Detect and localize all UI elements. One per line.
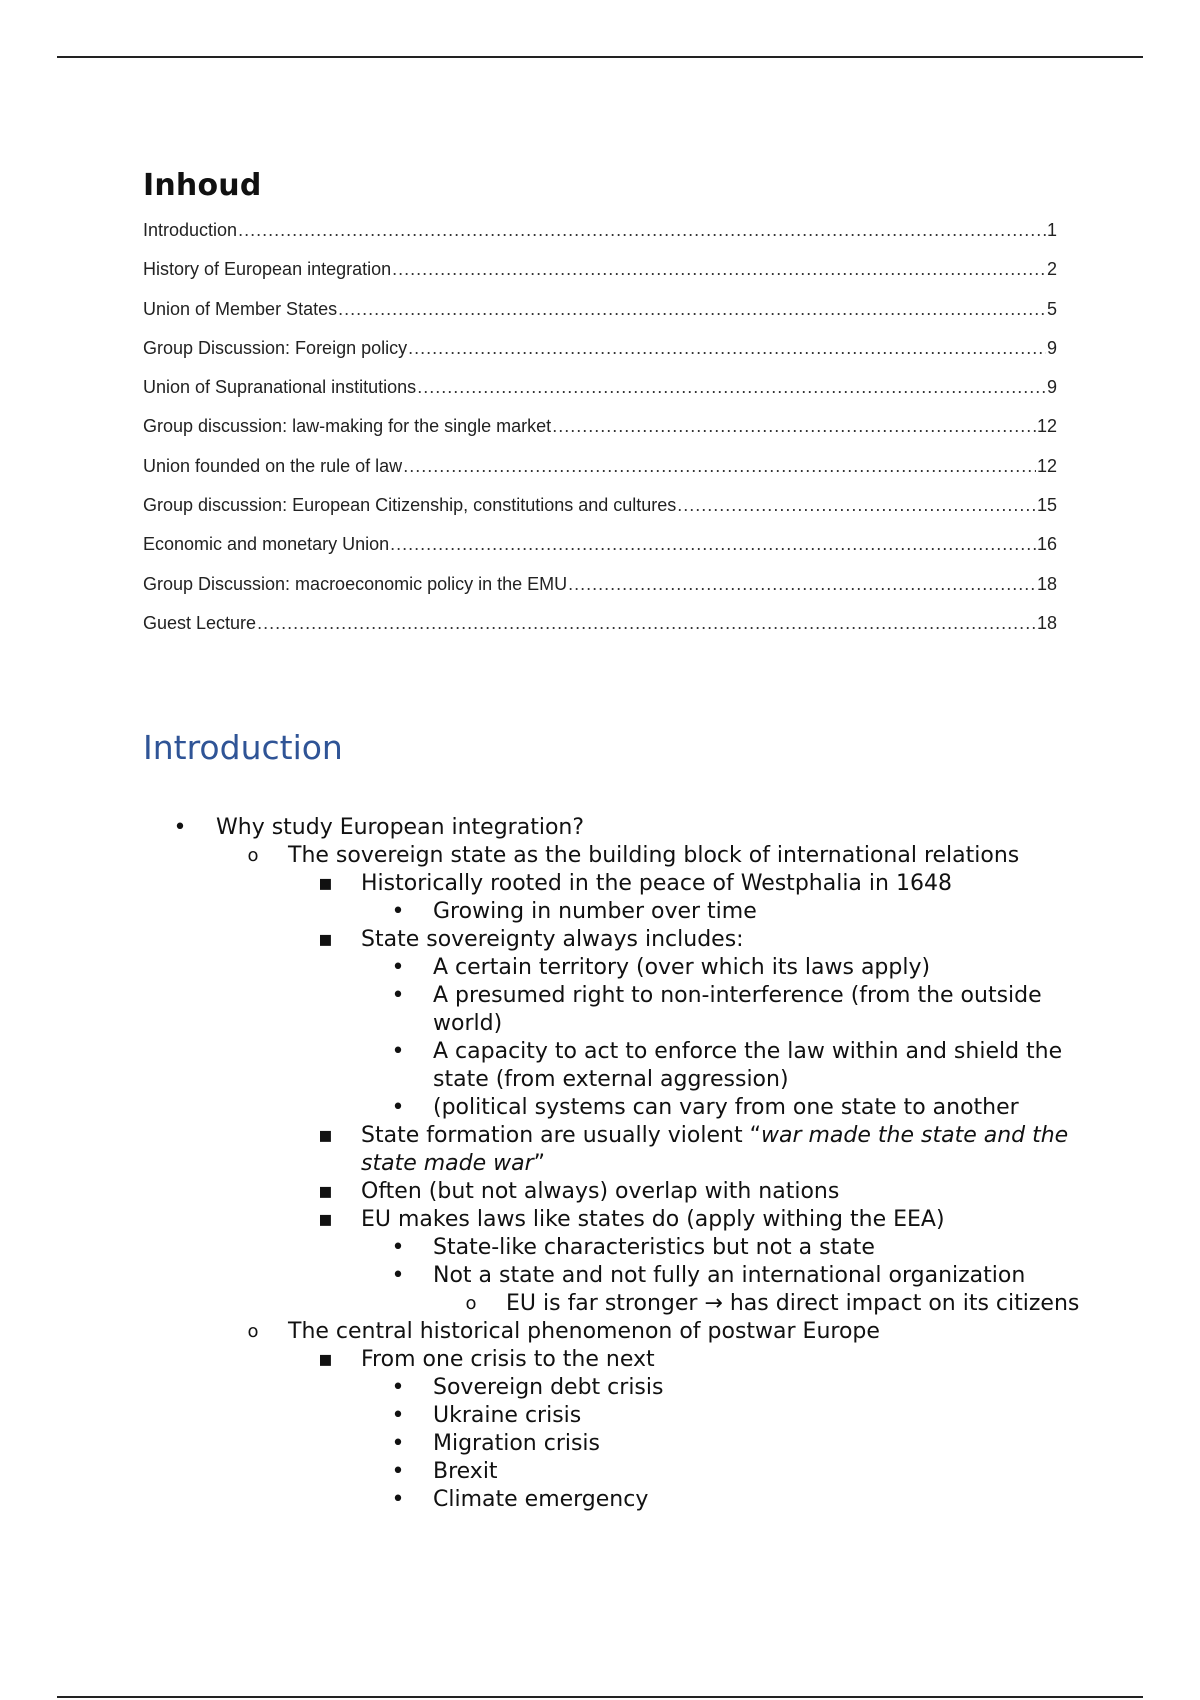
square-bullet: ▪ [318,871,333,896]
toc-entry-page: 18 [1036,612,1057,633]
list-item [143,1430,1093,1458]
toc-entry-page: 2 [1046,259,1057,280]
list-item-text-suffix: ” [533,1151,546,1176]
toc-entry-label: Union founded on the rule of law [143,455,403,476]
list-item-text: Brexit [433,1459,498,1484]
list-item-text: Why study European integration? [216,815,585,840]
toc-entry-rule-of-law[interactable] [143,456,1057,495]
toc-entry-foreign-policy[interactable] [143,338,1057,377]
toc-dot-leader [257,613,1036,634]
list-item [143,1318,1093,1346]
list-item-text: The sovereign state as the building block of international relations [288,843,1020,868]
list-item [143,1402,1093,1430]
toc-entry-label: Introduction [143,220,238,240]
disc-bullet: • [391,899,405,924]
toc-entry-macroeconomic[interactable] [143,574,1057,613]
list-item-text: State sovereignty always includes: [361,927,744,952]
toc-entry-label: Group discussion: law-making for the single market [143,416,552,437]
list-item-text: A capacity to act to enforce the law within and shield the state (from external aggression) [433,1039,1063,1092]
list-item-text: (political systems can vary from one state to another [433,1095,1019,1120]
toc-entry-law-making[interactable] [143,416,1057,455]
toc-dot-leader [403,456,1036,477]
toc-entry-introduction[interactable] [143,220,1057,259]
disc-bullet: • [391,1375,405,1400]
disc-bullet: • [391,1487,405,1512]
list-item-text: Climate emergency [433,1487,649,1512]
list-item-text: Historically rooted in the peace of Westphalia in 1648 [361,871,952,896]
list-item [143,954,1093,982]
toc-dot-leader [408,338,1046,359]
list-item [143,1038,1093,1094]
list-item [143,1178,1093,1206]
list-item [143,982,1093,1038]
disc-bullet: • [391,1263,405,1288]
square-bullet: ▪ [318,1179,333,1204]
square-bullet: ▪ [318,1347,333,1372]
toc-entry-page: 5 [1046,298,1057,319]
list-item-text: Often (but not always) overlap with nations [361,1179,840,1204]
list-item-text: Ukraine crisis [433,1403,582,1428]
section-heading-introduction: Introduction [143,728,343,767]
toc-heading: Inhoud [143,168,262,203]
list-item-text: EU makes laws like states do (apply withing the EEA) [361,1207,945,1232]
toc-entry-guest-lecture[interactable] [143,613,1057,652]
table-of-contents [143,220,1057,652]
list-item [143,1374,1093,1402]
toc-entry-page: 18 [1036,573,1057,594]
list-item [143,1234,1093,1262]
toc-dot-leader [677,495,1036,516]
toc-entry-label: Union of Member States [143,298,338,319]
list-item [143,1262,1093,1290]
toc-dot-leader [417,377,1046,398]
circle-bullet: o [465,1293,477,1314]
toc-entry-page: 9 [1046,337,1057,358]
list-item-text: A certain territory (over which its laws apply) [433,955,931,980]
list-item [143,1458,1093,1486]
header-rule [57,56,1143,58]
disc-bullet: • [391,1459,405,1484]
toc-entry-monetary-union[interactable] [143,534,1057,573]
toc-entry-page: 1 [1046,220,1057,240]
list-item-text: From one crisis to the next [361,1347,655,1372]
toc-entry-label: Union of Supranational institutions [143,377,417,398]
toc-dot-leader [338,299,1046,320]
toc-entry-label: History of European integration [143,259,392,280]
disc-bullet: • [391,955,405,980]
disc-bullet: • [173,815,187,840]
list-item-text: The central historical phenomenon of postwar Europe [288,1319,880,1344]
list-item [143,1290,1093,1318]
toc-entry-citizenship[interactable] [143,495,1057,534]
italic-quote: war made the state and the state made war [361,1123,1069,1176]
list-item-text: Not a state and not fully an international organization [433,1263,1026,1288]
disc-bullet: • [391,1235,405,1260]
list-item [143,1206,1093,1234]
list-item-text: Growing in number over time [433,899,757,924]
disc-bullet: • [391,983,405,1008]
toc-entry-label: Economic and monetary Union [143,534,390,555]
toc-entry-label: Group discussion: European Citizenship, constitutions and cultures [143,495,677,516]
list-item-text: Sovereign debt crisis [433,1375,664,1400]
toc-entry-label: Group Discussion: Foreign policy [143,337,408,358]
list-item [143,870,1093,898]
toc-dot-leader [568,574,1036,595]
toc-entry-label: Group Discussion: macroeconomic policy in the EMU [143,573,568,594]
disc-bullet: • [391,1431,405,1456]
toc-entry-page: 12 [1036,416,1057,437]
toc-dot-leader [552,416,1036,437]
list-item [143,898,1093,926]
list-item-text: A presumed right to non-interference (from the outside world) [433,983,1042,1036]
toc-dot-leader [238,220,1046,241]
list-item-text [361,1123,1068,1176]
list-item [143,926,1093,954]
list-item-text: Migration crisis [433,1431,601,1456]
square-bullet: ▪ [318,1207,333,1232]
square-bullet: ▪ [318,1123,333,1148]
toc-entry-page: 12 [1036,455,1057,476]
disc-bullet: • [391,1095,405,1120]
introduction-outline [143,814,1093,1514]
circle-bullet: o [247,845,259,866]
toc-entry-history[interactable] [143,259,1057,298]
square-bullet: ▪ [318,927,333,952]
list-item [143,1486,1093,1514]
list-item [143,842,1093,870]
toc-entry-member-states[interactable] [143,299,1057,338]
list-item [143,1346,1093,1374]
footer-rule [57,1696,1143,1698]
list-item [143,1122,1093,1178]
disc-bullet: • [391,1039,405,1064]
disc-bullet: • [391,1403,405,1428]
toc-entry-page: 16 [1036,534,1057,555]
circle-bullet: o [247,1321,259,1342]
toc-dot-leader [390,534,1036,555]
toc-entry-page: 15 [1036,495,1057,516]
toc-entry-label: Guest Lecture [143,612,257,633]
toc-entry-supranational[interactable] [143,377,1057,416]
list-item-text-prefix: State formation are usually violent “ [361,1123,761,1148]
list-item [143,1094,1093,1122]
list-item [143,814,1093,842]
toc-dot-leader [392,259,1046,280]
list-item-text: EU is far stronger → has direct impact on its citizens [506,1291,1080,1316]
toc-entry-page: 9 [1046,377,1057,398]
list-item-text: State-like characteristics but not a state [433,1235,875,1260]
